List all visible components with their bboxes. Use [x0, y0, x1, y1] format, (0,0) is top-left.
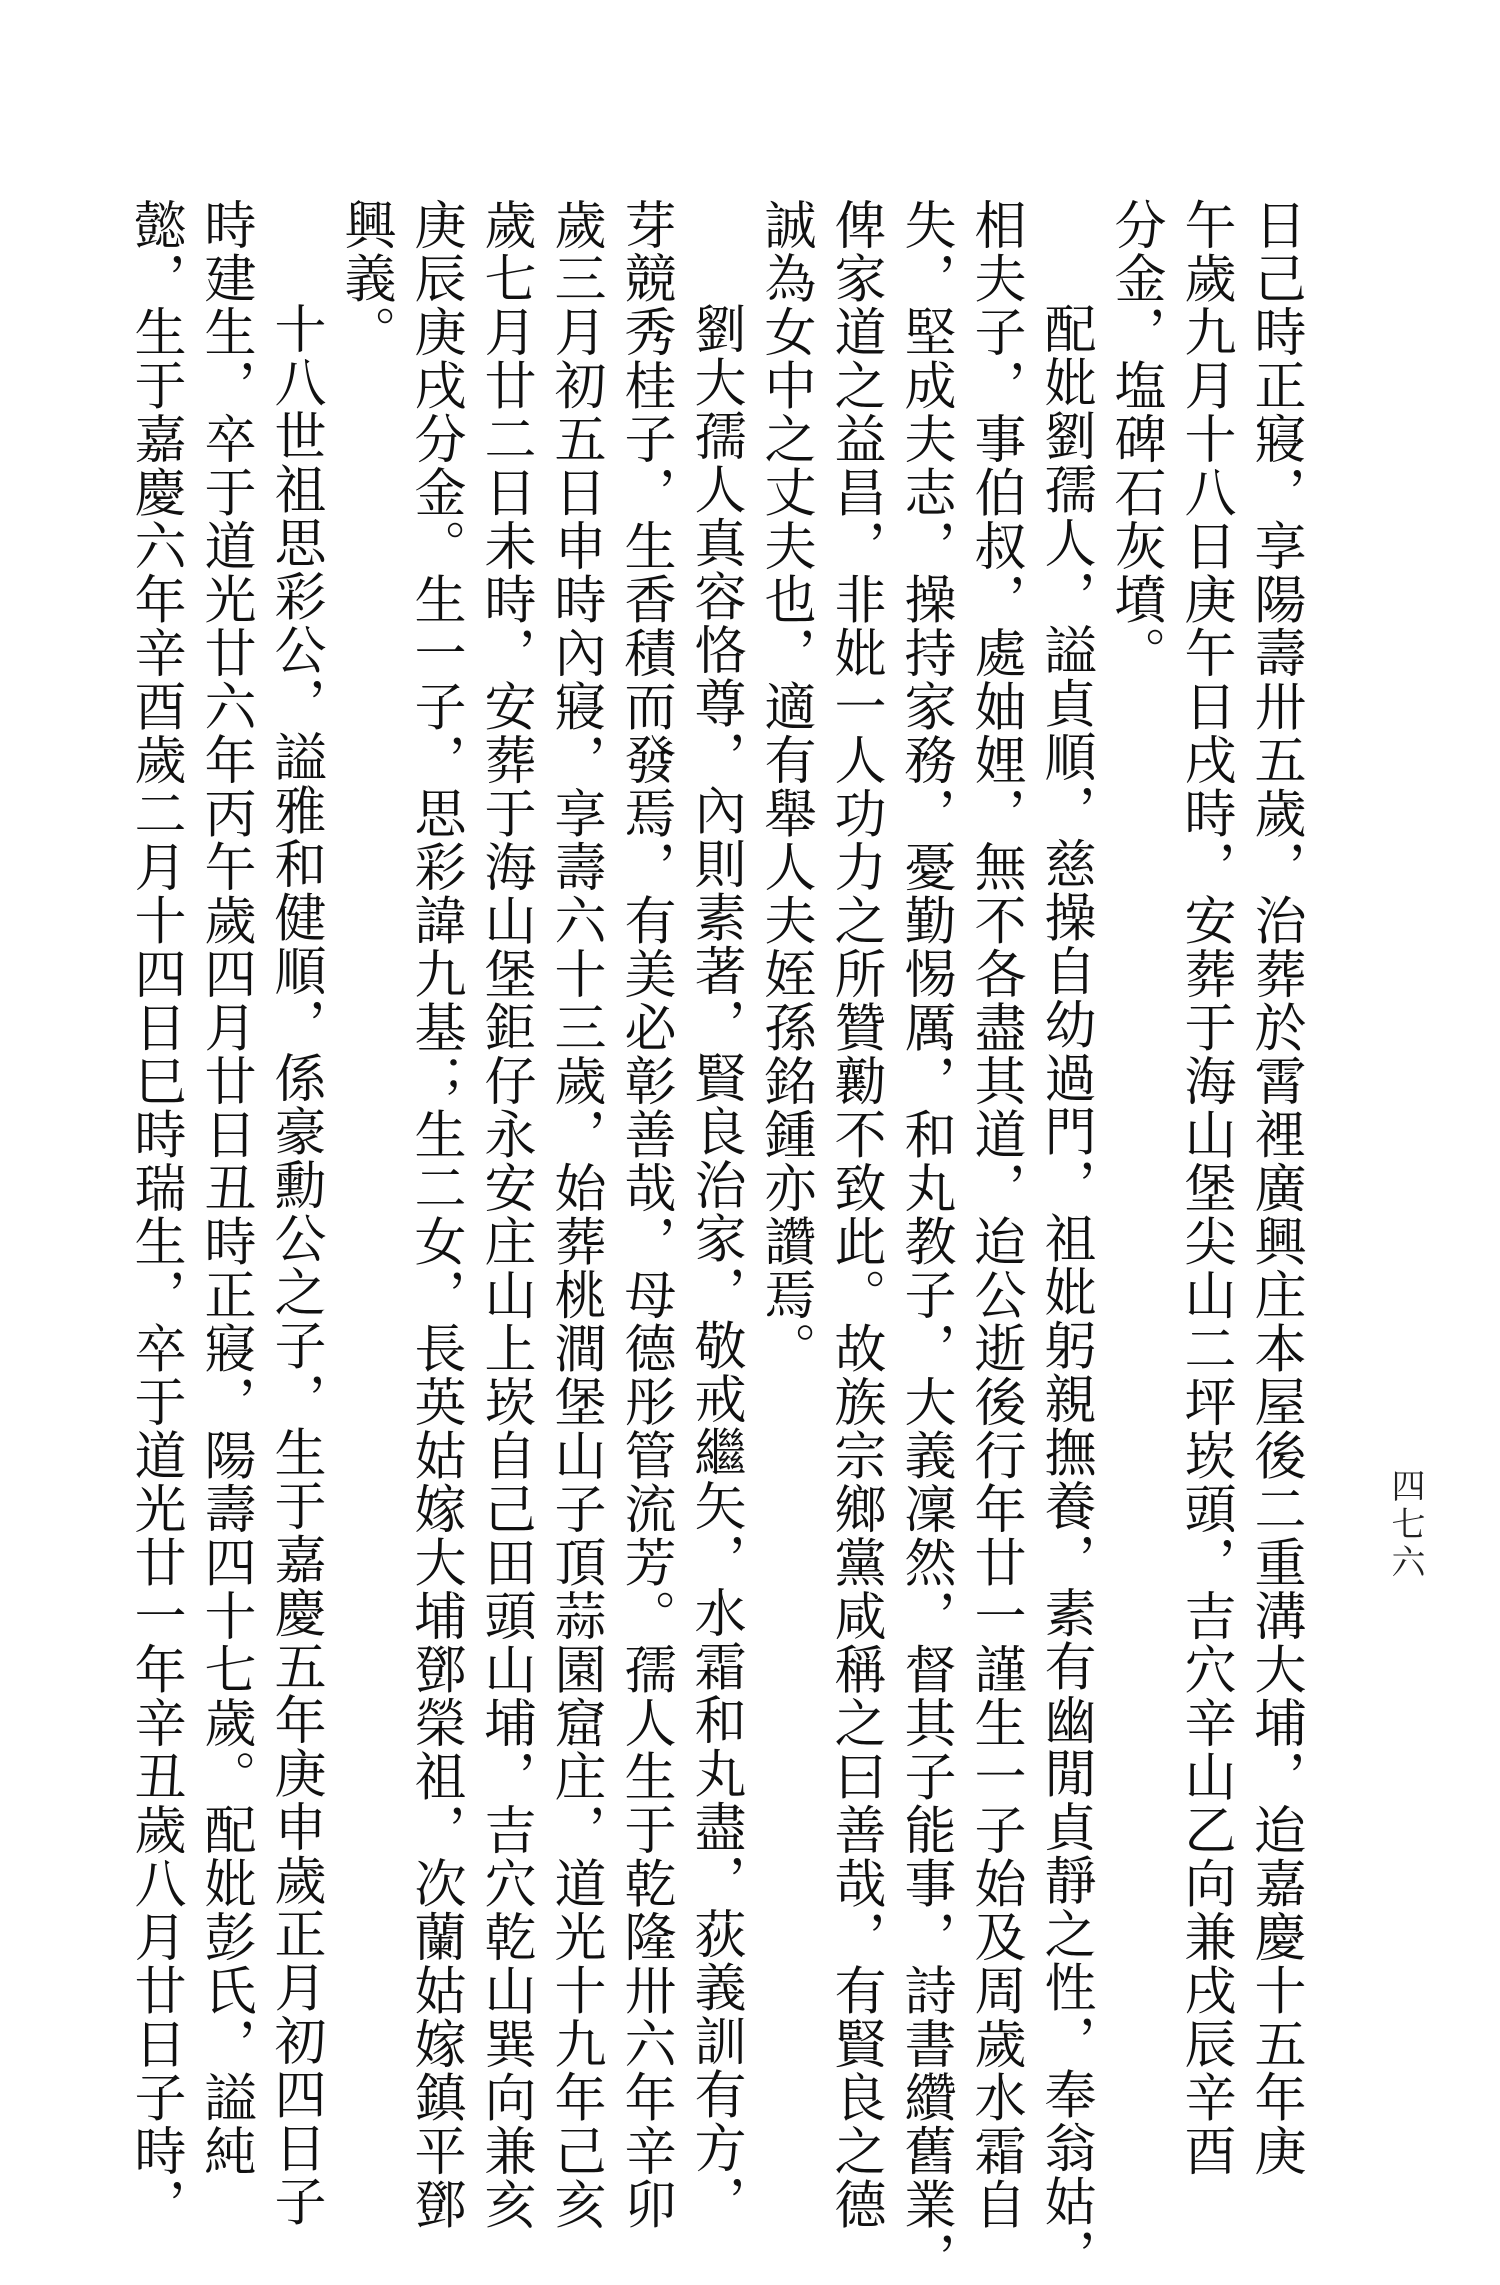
text-column-indented: 劉大孺人真容恪尊，內則素著，賢良治家，敬戒繼矢，水霜和丸盡，荻義訓有方， [685, 302, 745, 2228]
text-column: 相夫子，事伯叔，處妯娌，無不各盡其道，迨公逝後行年廿一謹生一子始及周歲水霜自 [965, 198, 1025, 2231]
text-column: 分金，塩碑石灰墳。 [1105, 198, 1165, 680]
text-column: 庚辰庚戌分金。生一子，思彩諱九基；生二女，長英姑嫁大埔鄧榮祖，次蘭姑嫁鎮平鄧 [405, 198, 465, 2231]
text-column: 俾家道之益昌，非妣一人功力之所贊勷不致此。故族宗鄉黨咸稱之曰善哉，有賢良之德 [825, 198, 885, 2231]
text-column: 誠為女中之丈夫也，適有舉人夫姪孫銘鍾亦讚焉。 [755, 198, 815, 1375]
text-column: 芽競秀桂子，生香積而發焉，有美必彰善哉，母德彤管流芳。孺人生于乾隆卅六年辛卯 [615, 198, 675, 2231]
text-column-indented: 十八世祖思彩公，謚雅和健順，係豪勳公之子，生于嘉慶五年庚申歲正月初四日子 [265, 302, 325, 2228]
page-number: 四七六 [1385, 1468, 1425, 1582]
text-column: 懿，生于嘉慶六年辛酉歲二月十四日巳時瑞生，卒于道光廿一年辛丑歲八月廿日子時， [125, 198, 185, 2231]
text-column: 歲三月初五日申時內寢，享壽六十三歲，始葬桃澗堡山子頂蒜園窟庄，道光十九年己亥 [545, 198, 605, 2231]
text-column: 午歲九月十八日庚午日戌時，安葬于海山堡尖山二坪崁頭，吉穴辛山乙向兼戌辰辛酉 [1175, 198, 1235, 2178]
text-column-indented: 配妣劉孺人，謚貞順，慈操自幼過門，祖妣躬親撫養，素有幽閒貞靜之性，奉翁姑， [1035, 302, 1095, 2282]
vertical-text-block [120, 198, 1310, 2285]
text-column: 歲七月廿二日未時，安葬于海山堡鉅仔永安庄山上崁自己田頭山埔，吉穴乾山巽向兼亥 [475, 198, 535, 2231]
text-column: 時建生，卒于道光廿六年丙午歲四月廿日丑時正寢，陽壽四十七歲。配妣彭氏，謚純 [195, 198, 255, 2178]
text-column: 失，堅成夫志，操持家務，憂勤惕厲，和丸教子，大義凜然，督其子能事，詩書纘舊業， [895, 198, 955, 2285]
text-column: 日己時正寢，享陽壽卅五歲，治葬於霄裡廣興庄本屋後二重溝大埔，迨嘉慶十五年庚 [1245, 198, 1305, 2178]
text-column: 興義。 [335, 198, 395, 359]
